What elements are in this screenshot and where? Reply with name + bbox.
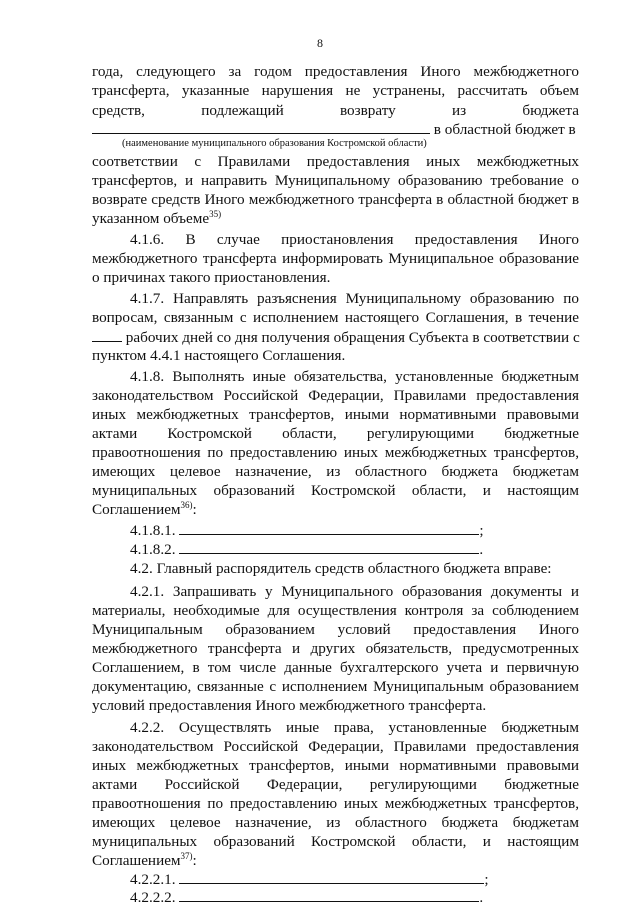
subitem-number: 4.2.2.1. (130, 871, 176, 888)
text-line: условий предоставления Иного межбюджетного трансферта. (92, 697, 487, 714)
text-line: Соглашением, в том числе данные бухгалтерского учета и первичную (92, 659, 579, 676)
text-line: 4.1.8. Выполнять иные обязательства, установленные бюджетным (130, 368, 579, 385)
text-line (92, 209, 579, 228)
fill-in-blank (179, 520, 479, 535)
page-number: 8 (317, 36, 323, 50)
text-line-with-blank (92, 119, 579, 139)
subitem-line (130, 539, 579, 559)
text-line (92, 851, 579, 870)
text-line: актами Российской Федерации, регулирующими бюджетные (92, 776, 579, 793)
text-line: иных межбюджетных трансфертов, иными нормативными правовыми (92, 406, 579, 423)
text-line: Муниципальным образованием условий предоставления Иного (92, 621, 579, 638)
fill-in-blank (92, 119, 430, 134)
text-line: 4.1.6. В случае приостановления предоставления Иного (130, 231, 579, 248)
text-line: правоотношения по предоставлению иных межбюджетных трансфертов, (92, 795, 579, 812)
fill-in-blank (179, 887, 479, 902)
text-line: муниципальных образований Костромской области, и настоящим (92, 833, 579, 850)
text-fragment: ; (484, 871, 489, 888)
text-line: вопросам, связанным с исполнением настоящего Соглашения, в течение (92, 309, 579, 326)
text-line: материалы, необходимые для осуществления контроля за соблюдением (92, 602, 579, 619)
footnote-ref: 36) (180, 499, 193, 510)
text-line: соответствии с Правилами предоставления иных межбюджетных (92, 153, 579, 170)
subitem-number: 4.1.8.1. (130, 522, 176, 539)
text-line: трансфертов, и направить Муниципальному образованию требование о (92, 172, 579, 189)
text-line (92, 500, 579, 519)
text-fragment: рабочих дней со дня получения обращения Субъекта в соответствии с (122, 329, 580, 346)
text-fragment: в областной бюджет в (433, 121, 576, 138)
footnote-ref: 37) (180, 850, 193, 861)
text-fragment: Соглашением (92, 501, 181, 518)
text-line: 4.1.7. Направлять разъяснения Муниципальному образованию по (130, 290, 579, 307)
text-fragment: : (192, 852, 197, 869)
text-line: 4.2.2. Осуществлять иные права, установленные бюджетным (130, 719, 579, 736)
text-line-with-blank (92, 327, 579, 347)
text-line: возврате средств Иного межбюджетного трансферта в областной бюджет в (92, 191, 579, 208)
text-line: законодательством Российской Федерации, Правилами предоставления (92, 387, 579, 404)
text-line: межбюджетного трансферта и других обязательств, предусмотренных (92, 640, 579, 657)
text-fragment: . (479, 541, 484, 558)
text-line: года, следующего за годом предоставления Иного межбюджетного (92, 63, 579, 80)
text-line: правоотношения по предоставлению иных межбюджетных трансфертов, (92, 444, 579, 461)
text-line: имеющих целевое назначение, из областного бюджета бюджетам (92, 814, 579, 831)
text-line: межбюджетного трансферта информировать Муниципальное образование (92, 250, 579, 267)
text-line: иных межбюджетных трансфертов, иными нормативными правовыми (92, 757, 579, 774)
text-fragment: Соглашением (92, 852, 181, 869)
text-line: трансферта, указанные нарушения не устранены, рассчитать объем (92, 82, 579, 99)
text-line: о причинах такого приостановления. (92, 269, 331, 286)
subitem-number: 4.2.2.2. (130, 889, 176, 906)
text-line: 4.2.1. Запрашивать у Муниципального образования документы и (130, 583, 579, 600)
field-caption: (наименование муниципального образования Костромской области) (122, 138, 427, 149)
text-fragment: : (192, 501, 197, 518)
fill-in-blank (179, 539, 479, 554)
footnote-ref: 35) (209, 208, 222, 219)
text-line: документацию, связанные с исполнением Муниципальным образованием (92, 678, 579, 695)
text-line: имеющих целевое назначение, из областного бюджета бюджетам (92, 463, 579, 480)
section-heading: 4.2. Главный распорядитель средств областного бюджета вправе: (130, 560, 552, 577)
fill-in-blank (179, 869, 484, 884)
subitem-line (130, 520, 579, 540)
text-line: средств, подлежащий возврату из бюджета (92, 102, 579, 119)
text-fragment: . (479, 889, 484, 906)
fill-in-blank (92, 327, 122, 342)
text-line: пунктом 4.4.1 настоящего Соглашения. (92, 347, 346, 364)
text-line: муниципальных образований Костромской области, и настоящим (92, 482, 579, 499)
text-fragment: ; (479, 522, 484, 539)
subitem-line (130, 887, 579, 906)
subitem-number: 4.1.8.2. (130, 541, 176, 558)
text-line: актами Костромской области, регулирующими бюджетные (92, 425, 579, 442)
subitem-line (130, 869, 579, 889)
text-line: законодательством Российской Федерации, Правилами предоставления (92, 738, 579, 755)
text-fragment: указанном объеме (92, 210, 210, 227)
